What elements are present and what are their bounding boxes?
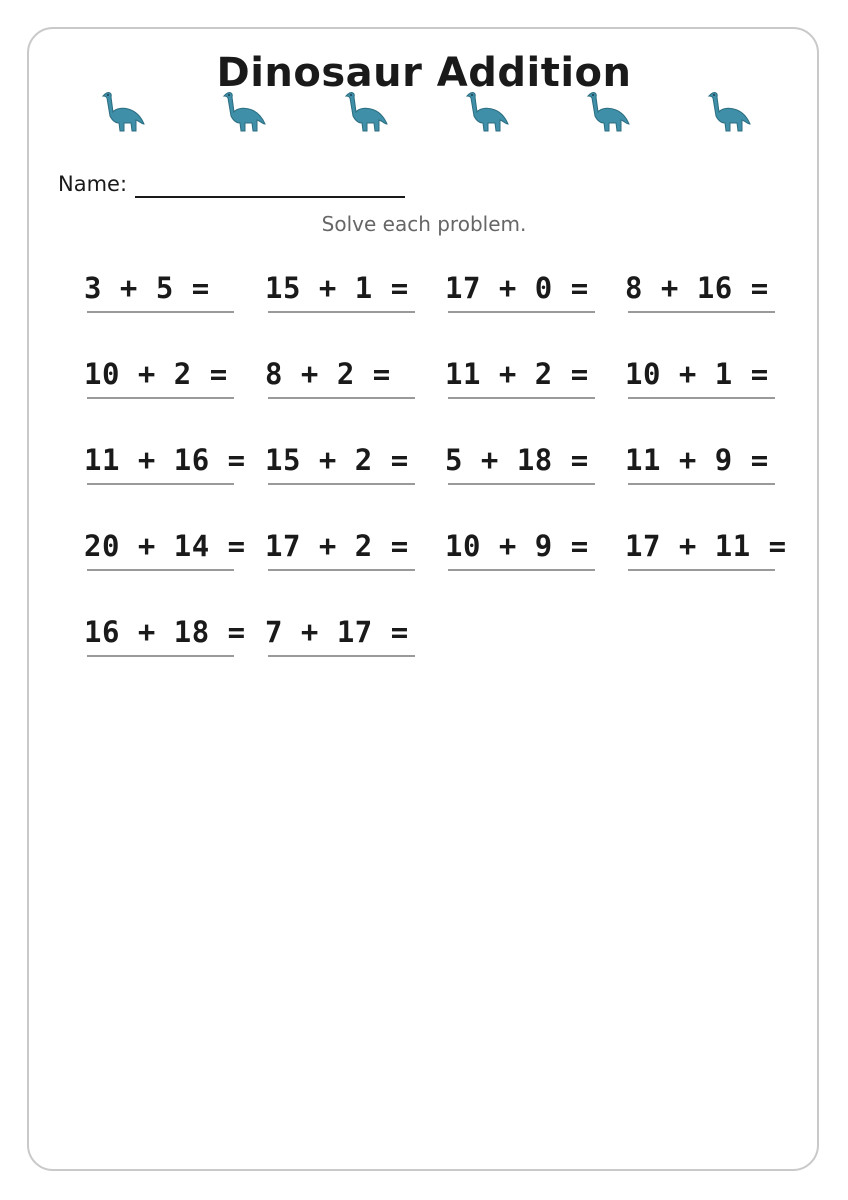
problem-equation: 15 + 1 = [265, 271, 409, 305]
answer-line[interactable] [268, 311, 415, 313]
dinosaur-icon [100, 90, 146, 134]
answer-line[interactable] [628, 569, 775, 571]
problem-item [625, 443, 815, 503]
problem-equation: 8 + 16 = [625, 271, 769, 305]
problem-equation: 17 + 2 = [265, 529, 409, 563]
page-title: Dinosaur Addition [216, 50, 632, 96]
problem-item [84, 271, 274, 331]
answer-line[interactable] [628, 483, 775, 485]
problem-item [625, 529, 815, 589]
problem-equation: 20 + 14 = [84, 529, 246, 563]
problem-item [445, 529, 635, 589]
problem-item [265, 615, 455, 675]
worksheet-border [27, 27, 819, 1171]
answer-line[interactable] [448, 483, 595, 485]
answer-line[interactable] [87, 397, 234, 399]
problem-equation: 5 + 18 = [445, 443, 589, 477]
problem-item [445, 443, 635, 503]
answer-line[interactable] [268, 483, 415, 485]
problem-item [625, 271, 815, 331]
problem-equation: 11 + 2 = [445, 357, 589, 391]
problem-equation: 11 + 9 = [625, 443, 769, 477]
dinosaur-decoration-row [0, 90, 848, 136]
answer-line[interactable] [268, 569, 415, 571]
problem-item [445, 357, 635, 417]
answer-line[interactable] [448, 569, 595, 571]
problem-equation: 10 + 2 = [84, 357, 228, 391]
instructions: Solve each problem. [321, 212, 527, 236]
problem-equation: 3 + 5 = [84, 271, 210, 305]
name-field-line[interactable] [135, 196, 405, 198]
answer-line[interactable] [87, 655, 234, 657]
dinosaur-icon [706, 90, 752, 134]
problem-equation: 10 + 1 = [625, 357, 769, 391]
problem-equation: 17 + 0 = [445, 271, 589, 305]
answer-line[interactable] [628, 311, 775, 313]
dinosaur-icon [585, 90, 631, 134]
problem-item [265, 529, 455, 589]
problem-item [84, 529, 274, 589]
answer-line[interactable] [268, 655, 415, 657]
problem-item [84, 615, 274, 675]
problem-item [84, 443, 274, 503]
problem-item [265, 271, 455, 331]
problem-equation: 8 + 2 = [265, 357, 391, 391]
answer-line[interactable] [628, 397, 775, 399]
problem-equation: 10 + 9 = [445, 529, 589, 563]
dinosaur-icon [221, 90, 267, 134]
answer-line[interactable] [87, 483, 234, 485]
problem-item [84, 357, 274, 417]
problem-item [625, 357, 815, 417]
answer-line[interactable] [448, 397, 595, 399]
dinosaur-icon [343, 90, 389, 134]
problem-equation: 15 + 2 = [265, 443, 409, 477]
problem-item [265, 357, 455, 417]
answer-line[interactable] [87, 569, 234, 571]
name-label: Name: [58, 172, 128, 196]
problem-equation: 17 + 11 = [625, 529, 787, 563]
problem-equation: 11 + 16 = [84, 443, 246, 477]
problem-equation: 7 + 17 = [265, 615, 409, 649]
answer-line[interactable] [268, 397, 415, 399]
answer-line[interactable] [448, 311, 595, 313]
answer-line[interactable] [87, 311, 234, 313]
problem-item [445, 271, 635, 331]
problem-item [265, 443, 455, 503]
problem-equation: 16 + 18 = [84, 615, 246, 649]
dinosaur-icon [464, 90, 510, 134]
